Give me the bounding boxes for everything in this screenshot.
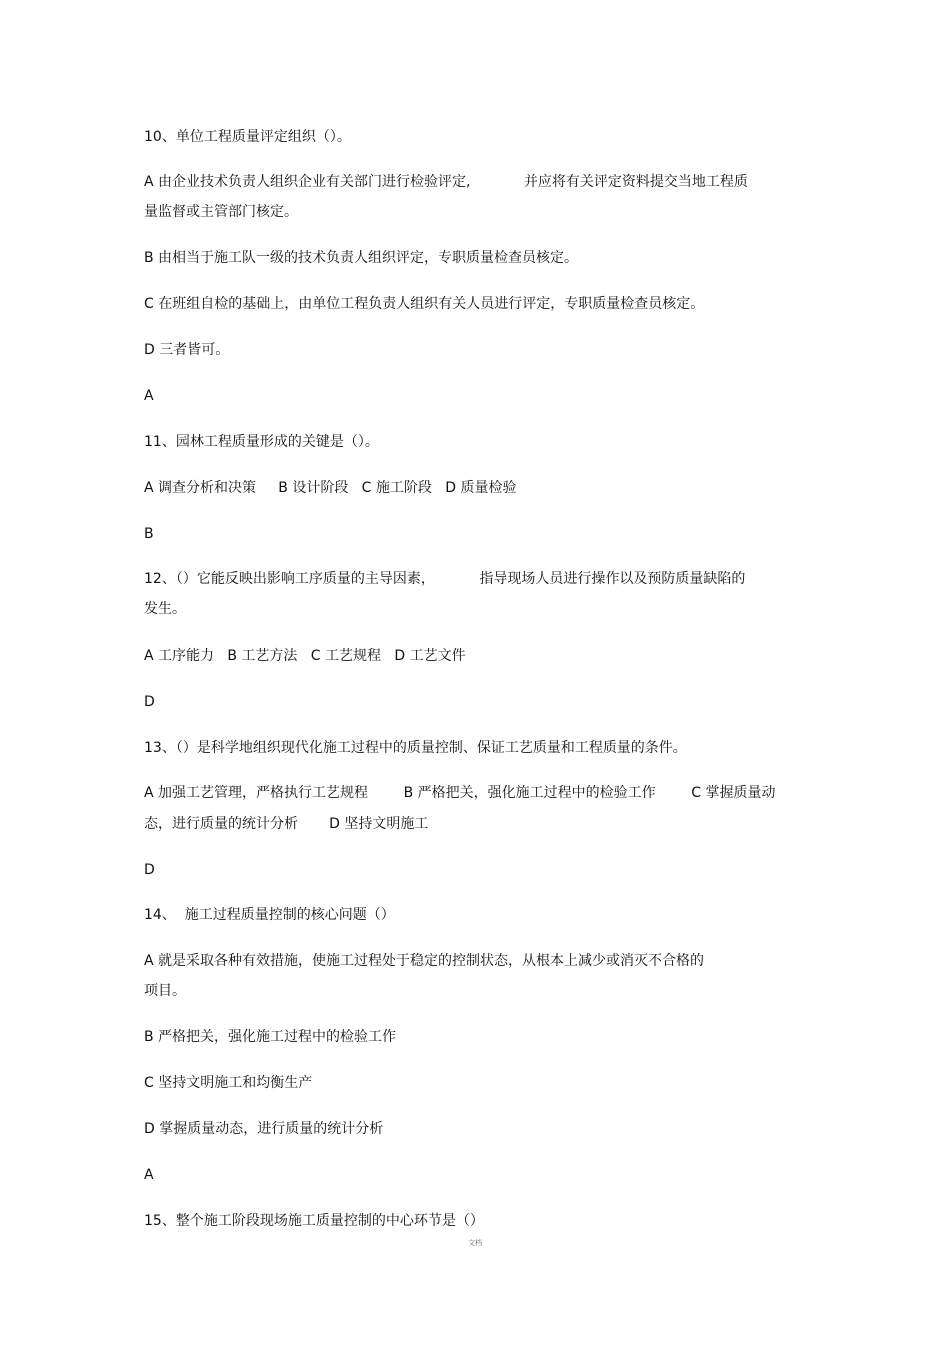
question-10-stem: 10、单位工程质量评定组织（）。 <box>144 129 351 145</box>
question-10-option-d: D 三者皆可。 <box>144 342 230 358</box>
question-11-options: A 调查分析和决策 B 设计阶段 C 施工阶段 D 质量检验 <box>144 480 517 496</box>
question-15-stem: 15、整个施工阶段现场施工质量控制的中心环节是（） <box>144 1213 484 1229</box>
question-14-option-d: D 掌握质量动态，进行质量的统计分析 <box>144 1121 384 1137</box>
question-13-answer: D <box>144 862 155 878</box>
question-10-option-c: C 在班组自检的基础上，由单位工程负责人组织有关人员进行评定，专职质量检查员核定。 <box>144 296 705 312</box>
question-13-options: A 加强工艺管理，严格执行工艺规程 B 严格把关，强化施工过程中的检验工作 C 掌握质量动 <box>144 785 776 801</box>
question-13-stem: 13、（）是科学地组织现代化施工过程中的质量控制、保证工艺质量和工程质量的条件。 <box>144 740 687 756</box>
question-12-answer: D <box>144 694 155 710</box>
page-footer: 文档 <box>468 1239 482 1247</box>
question-10-answer: A <box>144 388 154 404</box>
question-14-answer: A <box>144 1167 154 1183</box>
question-12-options: A 工序能力 B 工艺方法 C 工艺规程 D 工艺文件 <box>144 648 466 664</box>
question-14-option-b: B 严格把关，强化施工过程中的检验工作 <box>144 1029 397 1045</box>
question-11-stem: 11、园林工程质量形成的关键是（）。 <box>144 434 379 450</box>
question-12-stem-cont: 发生。 <box>144 601 186 617</box>
question-11-answer: B <box>144 526 154 542</box>
question-10-option-a: A 由企业技术负责人组织企业有关部门进行检验评定, 并应将有关评定资料提交当地工程质 <box>144 174 748 190</box>
question-12-stem: 12、（）它能反映出影响工序质量的主导因素， 指导现场人员进行操作以及预防质量缺陷的 <box>144 571 746 587</box>
question-10-option-b: B 由相当于施工队一级的技术负责人组织评定，专职质量检查员核定。 <box>144 250 579 266</box>
question-14-option-c: C 坚持文明施工和均衡生产 <box>144 1075 313 1091</box>
question-14-option-a: A 就是采取各种有效措施，使施工过程处于稳定的控制状态，从根本上减少或消灭不合格的 <box>144 953 705 969</box>
question-14-stem: 14、 施工过程质量控制的核心问题（） <box>144 907 395 923</box>
question-10-option-a-cont: 量监督或主管部门核定。 <box>144 204 298 220</box>
question-14-option-a-cont: 项目。 <box>144 983 186 999</box>
question-13-options-cont: 态，进行质量的统计分析 D 坚持文明施工 <box>144 816 429 832</box>
